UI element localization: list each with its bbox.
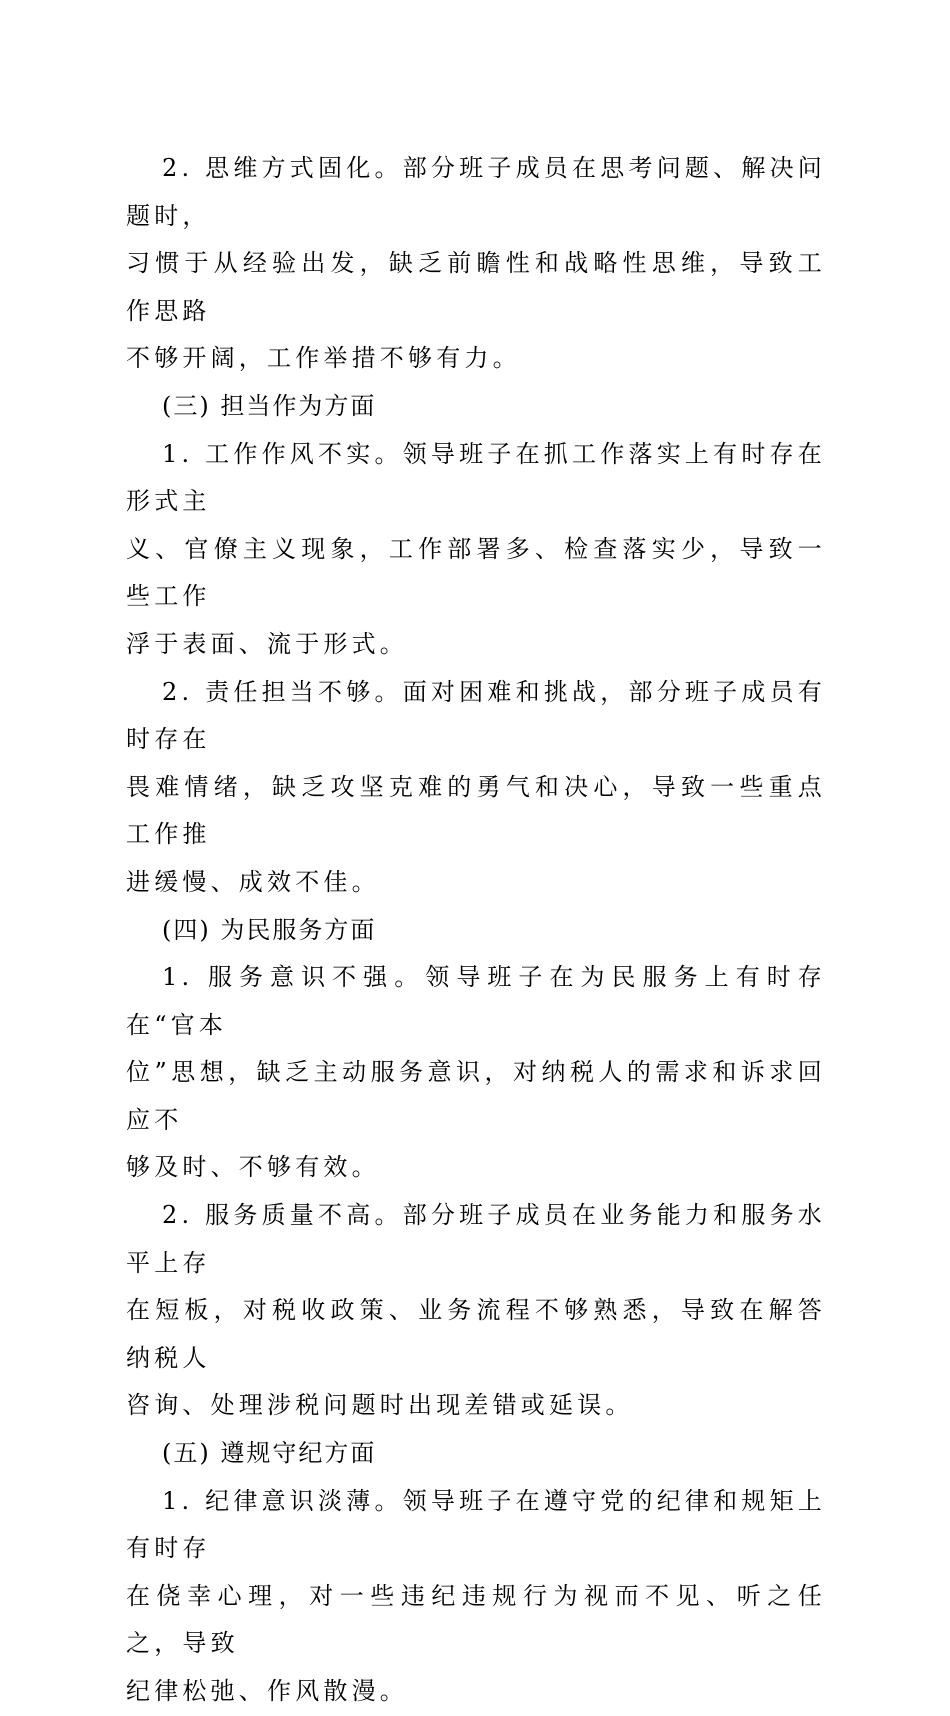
section-heading-responsibility: (三) 担当作为方面 [162,391,377,420]
paragraph-responsibility: 2. 责任担当不够。面对困难和挑战，部分班子成员有时存在 畏难情绪，缺乏攻坚克难的勇气和决心，导致一些重点工作推 进缓慢、成效不佳。 [126,677,826,896]
paragraph-service-awareness: 1. 服务意识不强。领导班子在为民服务上有时存在“官本 位”思想，缺乏主动服务意识，对纳税人的需求和诉求回应不 够及时、不够有效。 [126,963,826,1182]
paragraph-work-style: 1. 工作作风不实。领导班子在抓工作落实上有时存在形式主 义、官僚主义现象，工作部署多、检查落实少，导致一些工作 浮于表面、流于形式。 [126,439,826,658]
paragraph-discipline: 1. 纪律意识淡薄。领导班子在遵守党的纪律和规矩上有时存 在侥幸心理，对一些违纪违规行为视而不见、听之任之，导致 纪律松弛、作风散漫。 [126,1486,826,1705]
paragraph-service-quality: 2. 服务质量不高。部分班子成员在业务能力和服务水平上存 在短板，对税收政策、业务流程不够熟悉，导致在解答纳税人 咨询、处理涉税问题时出现差错或延误。 [126,1201,826,1420]
section-heading-discipline: (五) 遵规守纪方面 [162,1439,377,1468]
paragraph-thinking-rigid: 2. 思维方式固化。部分班子成员在思考问题、解决问题时， 习惯于从经验出发，缺乏前瞻性和战略性思维，导致工作思路 不够开阔，工作举措不够有力。 [126,154,826,373]
section-heading-service: (四) 为民服务方面 [162,915,377,944]
